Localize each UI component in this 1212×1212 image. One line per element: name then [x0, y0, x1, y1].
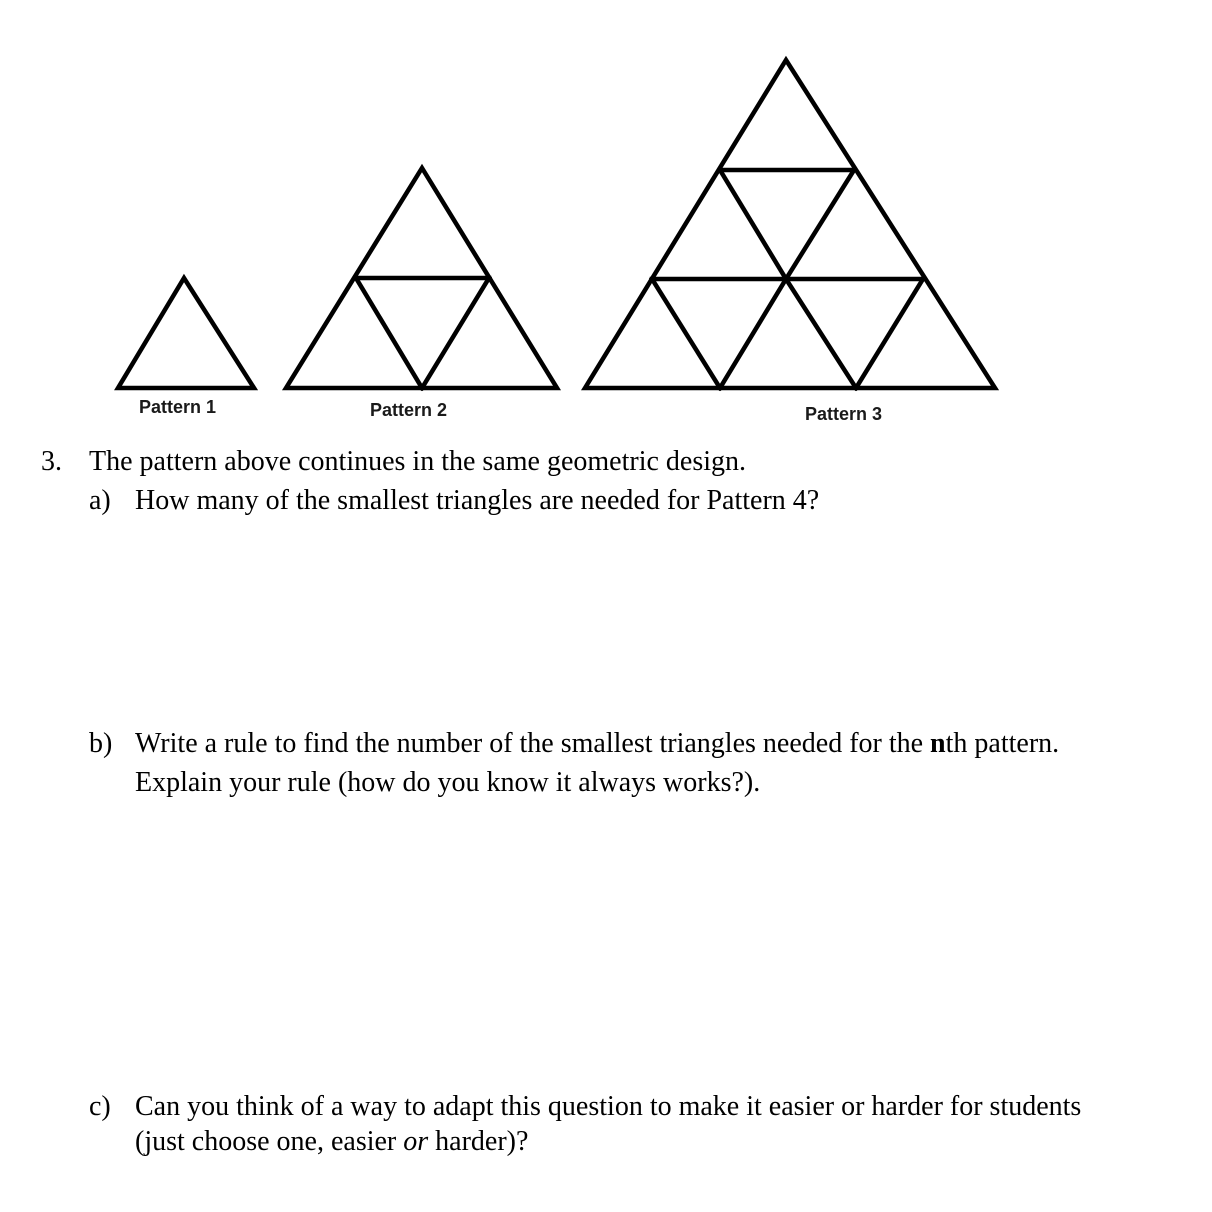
part-b-text-before: Write a rule to find the number of the smallest triangles needed for the	[135, 728, 931, 759]
part-c-line-1	[0, 1088, 1212, 1126]
part-c-text-line-1: Can you think of a way to adapt this question to make it easier or harder for students	[135, 1091, 1082, 1122]
part-c-marker: c)	[89, 1091, 111, 1122]
pattern-1-outline	[118, 278, 254, 388]
part-c-text-line-2	[135, 1123, 528, 1161]
part-c-line-2	[0, 1123, 1212, 1161]
part-b-text-after: th pattern.	[945, 728, 1060, 759]
part-c-text-before: (just choose one, easier	[135, 1126, 404, 1157]
part-b-text-line-2: Explain your rule (how do you know it always works?).	[135, 767, 761, 798]
pattern-2-inner-right	[422, 278, 489, 388]
part-b-text-bold-n: n	[930, 728, 946, 759]
question-stem	[0, 443, 1212, 481]
part-a	[0, 482, 1212, 520]
pattern-3-inner-a	[720, 170, 786, 279]
question-stem-text: The pattern above continues in the same geometric design.	[89, 446, 747, 477]
question-number: 3.	[41, 446, 62, 477]
part-b-line-2	[0, 764, 1212, 802]
part-b-marker: b)	[89, 728, 113, 759]
pattern-3-inner-f	[856, 279, 923, 388]
triangle-patterns-figure	[0, 0, 1212, 440]
part-c-text-after: harder)?	[428, 1126, 529, 1157]
pattern-3-outline	[585, 60, 995, 388]
pattern-2-label: Pattern 2	[370, 400, 448, 420]
pattern-3-inner-b	[786, 170, 854, 279]
pattern-3-inner-e	[786, 279, 856, 388]
pattern-3-triangle	[585, 60, 995, 388]
pattern-2-triangle	[286, 168, 557, 388]
part-b-line-1	[0, 725, 1212, 763]
part-b-text-line-1	[135, 725, 1059, 763]
part-c-text-italic-or: or	[403, 1126, 429, 1157]
part-a-text: How many of the smallest triangles are needed for Pattern 4?	[135, 485, 820, 516]
pattern-3-label: Pattern 3	[805, 404, 883, 424]
pattern-2-inner-left	[356, 278, 422, 388]
pattern-1-triangle	[118, 278, 254, 388]
pattern-1-label: Pattern 1	[139, 397, 217, 417]
pattern-3-inner-d	[720, 279, 786, 388]
pattern-3-inner-c	[652, 279, 720, 388]
part-a-marker: a)	[89, 485, 111, 516]
